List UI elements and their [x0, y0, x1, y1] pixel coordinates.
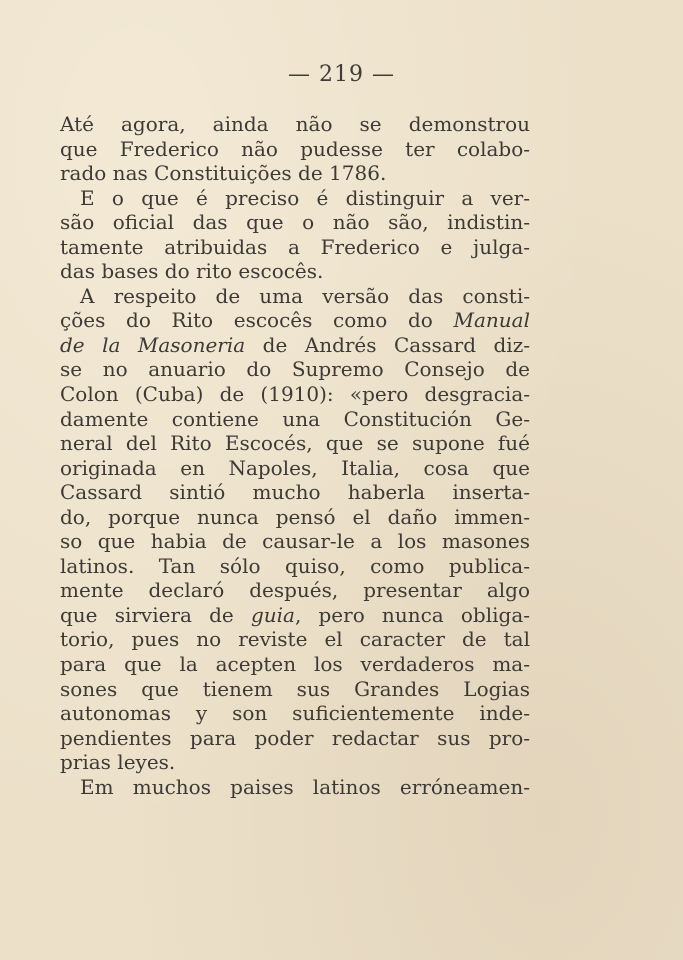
- text-line: prias leyes.: [60, 750, 176, 775]
- text-line: originada en Napoles, Italia, cosa que: [60, 455, 530, 480]
- text-line: Colon (Cuba) de (1910): «pero desgracia-: [60, 382, 530, 407]
- page-number: — 219 —: [288, 62, 395, 87]
- body-text: [60, 112, 530, 799]
- text-line: são oficial das que o não são, indistin-: [60, 210, 530, 235]
- text-line: E o que é preciso é distinguir a ver-: [80, 185, 530, 210]
- text-line: Cassard sintió mucho haberla inserta-: [60, 480, 530, 505]
- text-line: do, porque nunca pensó el daño immen-: [60, 504, 530, 529]
- text-line: [60, 308, 530, 333]
- text-line: torio, pues no reviste el caracter de tal: [60, 627, 530, 652]
- text-line: so que habia de causar-le a los masones: [60, 529, 530, 554]
- italic-word: guia: [250, 602, 295, 627]
- text-fragment: ções do Rito escocês como do: [60, 308, 454, 333]
- text-line: para que la acepten los verdaderos ma-: [60, 652, 530, 677]
- text-line: mente declaró después, presentar algo: [60, 578, 530, 603]
- text-line: neral del Rito Escocés, que se supone fué: [60, 431, 530, 456]
- text-line: se no anuario do Supremo Consejo de: [60, 357, 530, 382]
- text-line: latinos. Tan sólo quiso, como publica-: [60, 553, 530, 578]
- text-fragment: que sirviera de: [60, 602, 251, 627]
- text-line: autonomas y son suficientemente inde-: [60, 701, 530, 726]
- text-line: [60, 333, 530, 358]
- text-line: damente contiene una Constitución Ge-: [60, 406, 530, 431]
- text-line: Até agora, ainda não se demonstrou: [60, 112, 530, 136]
- text-line: que Frederico não pudesse ter colabo-: [60, 136, 530, 161]
- text-line: [60, 603, 530, 628]
- italic-title: de la Masoneria: [60, 332, 246, 357]
- text-fragment: , pero nunca obliga-: [294, 602, 531, 627]
- text-line: rado nas Constituições de 1786.: [60, 161, 387, 186]
- text-line: pendientes para poder redactar sus pro-: [60, 725, 530, 750]
- text-fragment: de Andrés Cassard diz-: [245, 332, 530, 357]
- text-line: das bases do rito escocês.: [60, 259, 324, 284]
- italic-title: Manual: [453, 308, 530, 333]
- text-line: Em muchos paises latinos erróneamen-: [80, 774, 530, 799]
- text-line: sones que tienem sus Grandes Logias: [60, 676, 530, 701]
- text-line: tamente atribuidas a Frederico e julga-: [60, 234, 530, 259]
- text-line: A respeito de uma versão das consti-: [80, 283, 530, 308]
